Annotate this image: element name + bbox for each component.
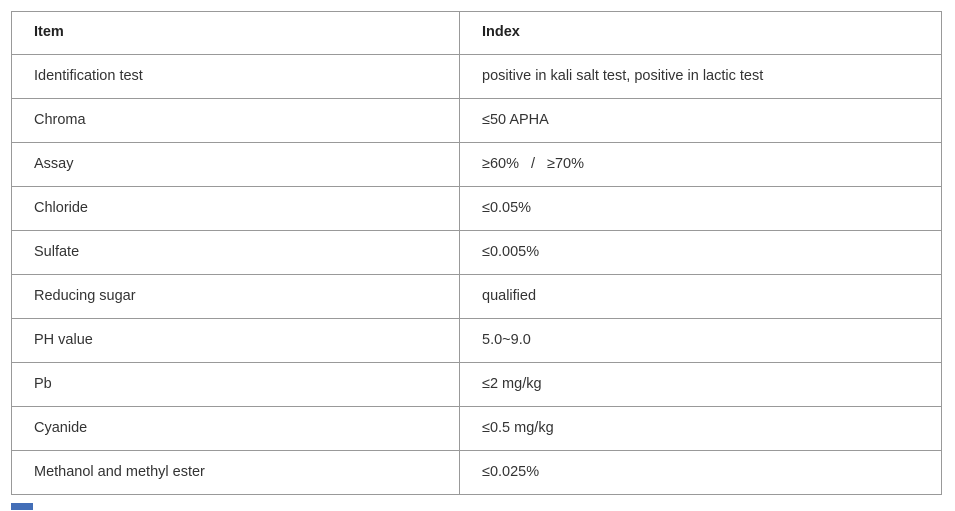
column-header-item: Item: [12, 12, 460, 55]
cell-item: Cyanide: [12, 407, 460, 451]
cell-index: [460, 143, 942, 187]
cell-index: positive in kali salt test, positive in lactic test: [460, 55, 942, 99]
table-row: [12, 99, 942, 143]
cell-item: Pb: [12, 363, 460, 407]
cell-index: 5.0~9.0: [460, 319, 942, 363]
table-row: [12, 319, 942, 363]
cell-index: qualified: [460, 275, 942, 319]
cell-index: ≤0.5 mg/kg: [460, 407, 942, 451]
table-row: [12, 451, 942, 495]
table-row: [12, 187, 942, 231]
table-row: [12, 275, 942, 319]
table-body: [12, 55, 942, 495]
document-page: [0, 11, 955, 511]
cell-item: Methanol and methyl ester: [12, 451, 460, 495]
cell-item: Chroma: [12, 99, 460, 143]
table-row: [12, 231, 942, 275]
cell-item: Reducing sugar: [12, 275, 460, 319]
cell-item: Sulfate: [12, 231, 460, 275]
cell-index: ≤0.05%: [460, 187, 942, 231]
table-row: [12, 143, 942, 187]
cell-item: Chloride: [12, 187, 460, 231]
table-row: [12, 407, 942, 451]
cell-index: ≤0.025%: [460, 451, 942, 495]
table-header: [12, 12, 942, 55]
table-row: [12, 363, 942, 407]
footer-marker: [11, 503, 33, 510]
assay-separator: /: [530, 155, 535, 172]
column-header-index: Index: [460, 12, 942, 55]
cell-index: ≤0.005%: [460, 231, 942, 275]
table-row: [12, 55, 942, 99]
cell-item: Assay: [12, 143, 460, 187]
cell-index: ≤50 APHA: [460, 99, 942, 143]
table-header-row: [12, 12, 942, 55]
specification-table: [11, 11, 942, 495]
cell-index: ≤2 mg/kg: [460, 363, 942, 407]
cell-item: Identification test: [12, 55, 460, 99]
assay-value-primary: ≥60%: [482, 155, 519, 172]
cell-item: PH value: [12, 319, 460, 363]
assay-value-secondary: ≥70%: [546, 155, 584, 172]
